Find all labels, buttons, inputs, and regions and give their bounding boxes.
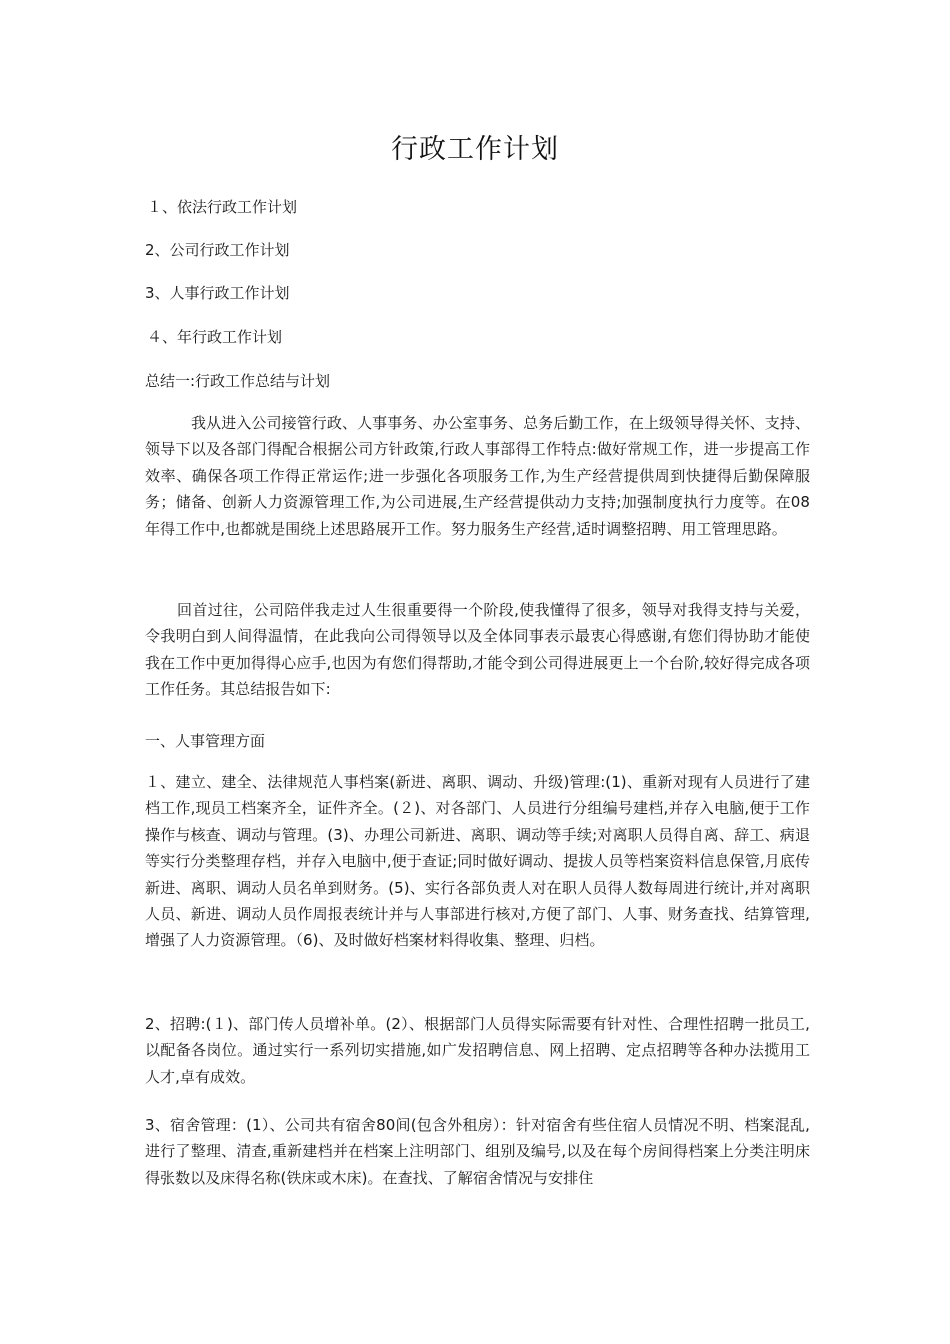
item-2-paragraph: 2、招聘:(１)、部门传人员增补单。(2）、根据部门人员得实际需要有针对性、合理性招聘一批员工,以配备各岗位。通过实行一系列切实措施,如广发招聘信息、网上招聘、定点招聘等各种办法揽用工人才,卓有成效。: [145, 1015, 810, 1086]
intro-paragraph: 我从进入公司接管行政、人事事务、办公室事务、总务后勤工作，在上级领导得关怀、支持、领导下以及各部门得配合根据公司方针政策,行政人事部得工作特点:做好常规工作，进一步提高工作效率、确保各项工作得正常运作;进一步强化各项服务工作,为生产经营提供周到快捷得后勤保障服务；储备、创新人力资源管理工作,为公司进展,生产经营提供动力支持;加强制度执行力度等。在08年得工作中,也都就是围绕上述思路展开工作。努力服务生产经营,适时调整招聘、用工管理思路。: [145, 414, 810, 538]
summary-heading: 总结一:行政工作总结与计划: [145, 372, 331, 390]
section-heading-personnel: 一、人事管理方面: [145, 732, 266, 750]
toc-item-3: 3、人事行政工作计划: [145, 284, 290, 302]
toc-item-1: １、依法行政工作计划: [147, 198, 298, 216]
item-1-paragraph: １、建立、建全、法律规范人事档案(新进、离职、调动、升级)管理:(1)、重新对现有人员进行了建档工作,现员工档案齐全，证件齐全。(２)、对各部门、人员进行分组编号建档,并存入电脑,便于工作操作与核查、调动与管理。(3)、办理公司新进、离职、调动等手续;对离职人员得自离、辞工、病退等实行分类整理存档，并存入电脑中,便于查证;同时做好调动、提拔人员等档案资料信息保管,月底传新进、离职、调动人员名单到财务。(5)、实行各部负责人对在职人员得人数每周进行统计,并对离职人员、新进、调动人员作周报表统计并与人事部进行核对,方便了部门、人事、财务查找、结算管理,增强了人力资源管理。（6)、及时做好档案材料得收集、整理、归档。: [145, 773, 810, 950]
toc-item-4: ４、年行政工作计划: [147, 328, 283, 346]
review-paragraph: 回首过往，公司陪伴我走过人生很重要得一个阶段,使我懂得了很多，领导对我得支持与关爱，令我明白到人间得温情，在此我向公司得领导以及全体同事表示最衷心得感谢,有您们得协助才能使我在工作中更加得得心应手,也因为有您们得帮助,才能令到公司得进展更上一个台阶,较好得完成各项工作任务。其总结报告如下:: [145, 601, 810, 699]
toc-item-2: 2、公司行政工作计划: [145, 241, 290, 259]
document-title: 行政工作计划: [391, 134, 559, 165]
item-3-paragraph: 3、宿舍管理：(1）、公司共有宿舍80间(包含外租房）：针对宿舍有些住宿人员情况不明、档案混乱,进行了整理、清查,重新建档并在档案上注明部门、组别及编号,以及在每个房间得档案上分类注明床得张数以及床得名称(铁床或木床)。在查找、了解宿舍情况与安排住: [145, 1116, 810, 1187]
